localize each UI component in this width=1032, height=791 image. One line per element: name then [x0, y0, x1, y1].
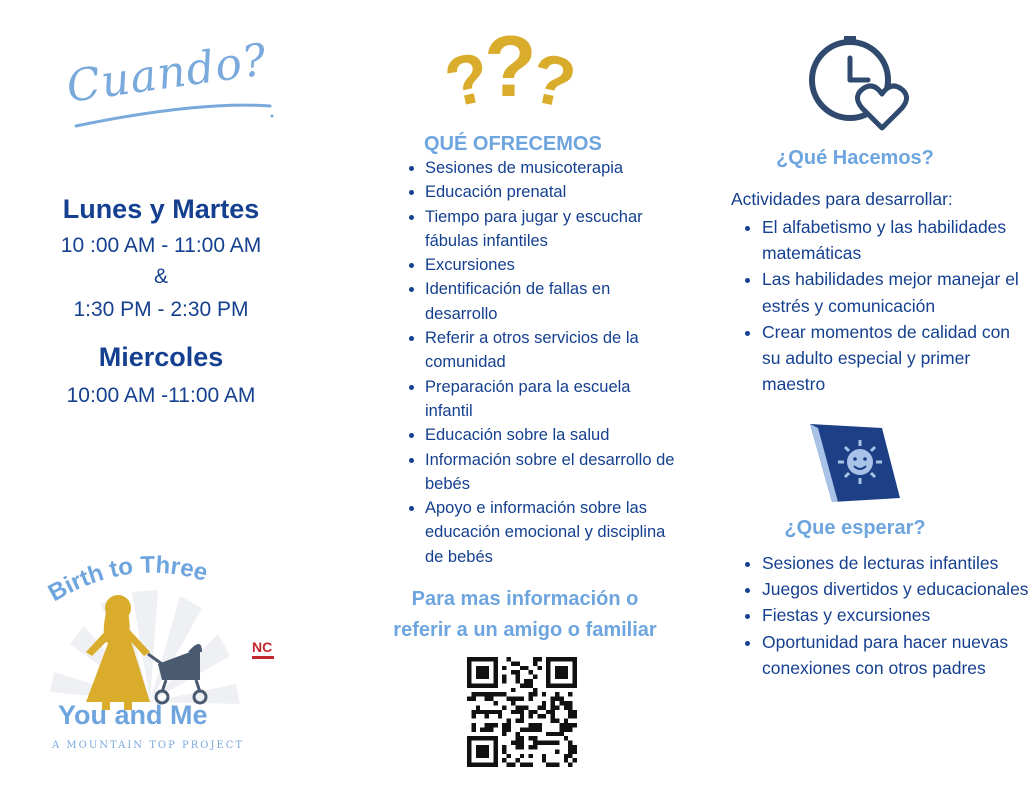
question-marks-icon [438, 19, 583, 124]
list-item: • Referir a otros servicios de la comunidad [425, 326, 675, 375]
list-item: • El alfabetismo y las habilidades matemáticas [762, 214, 1032, 266]
info-line-2: referir a un amigo o familiar [393, 619, 657, 641]
schedule-time-1: 10 :00 AM - 11:00 AM [60, 234, 262, 257]
svg-text:NC: NC [252, 639, 273, 655]
list-item: • Identificación de fallas en desarrollo [425, 277, 675, 326]
hacemos-title: ¿Qué Hacemos? [776, 147, 934, 169]
list-item: • Juegos divertidos y educacionales [762, 576, 1032, 602]
info-text [380, 584, 670, 646]
schedule-day-1: Lunes y Martes [62, 194, 260, 224]
logo-name: You and Me [58, 700, 208, 730]
list-item: • Las habilidades mejor manejar el estrés y comunicación [762, 266, 1032, 318]
list-item: • Educación prenatal [425, 180, 675, 204]
ofrecemos-title: QUÉ OFRECEMOS [424, 133, 602, 155]
book-sun-icon [808, 422, 904, 506]
list-item: • Sesiones de musicoterapia [425, 156, 675, 180]
cuando-title: Cuando? [63, 34, 271, 113]
schedule-ampersand: & [153, 265, 168, 288]
nc-badge [252, 639, 274, 659]
list-item: • Educación sobre la salud [425, 423, 675, 447]
svg-text:?: ? [484, 19, 537, 115]
list-item: • Oportunidad para hacer nuevas conexiones con otros padres [762, 629, 1032, 681]
schedule-time-2: 1:30 PM - 2:30 PM [73, 298, 249, 321]
hacemos-intro: Actividades para desarrollar: [731, 189, 953, 209]
schedule-time-3: 10:00 AM -11:00 AM [66, 384, 256, 407]
schedule-day-2: Miercoles [98, 342, 224, 372]
list-item: • Tiempo para jugar y escuchar fábulas infantiles [425, 205, 675, 254]
svg-text:Birth to Three [44, 552, 211, 607]
qr-code[interactable] [467, 657, 577, 767]
esperar-title: ¿Que esperar? [784, 517, 926, 539]
logo-arc-text: Birth to Three [43, 552, 211, 608]
svg-text:?: ? [438, 37, 497, 123]
logo-subtitle: A MOUNTAIN TOP PROJECT [52, 740, 245, 751]
hacemos-list [742, 214, 1032, 397]
list-item: • Sesiones de lecturas infantiles [762, 550, 1032, 576]
list-item: • Excursiones [425, 253, 675, 277]
list-item: • Preparación para la escuela infantil [425, 375, 675, 424]
esperar-list [742, 550, 1032, 681]
clock-heart-icon [806, 34, 908, 132]
list-item: • Fiestas y excursiones [762, 602, 1032, 628]
list-item: • Crear momentos de calidad con su adulto especial y primer maestro [762, 319, 1032, 398]
info-line-1: Para mas información o [411, 588, 639, 610]
ofrecemos-list [405, 156, 675, 569]
list-item: • Apoyo e información sobre las educación emocional y disciplina de bebés [425, 496, 675, 569]
list-item: • Información sobre el desarrollo de bebés [425, 448, 675, 497]
svg-text:?: ? [524, 38, 583, 124]
